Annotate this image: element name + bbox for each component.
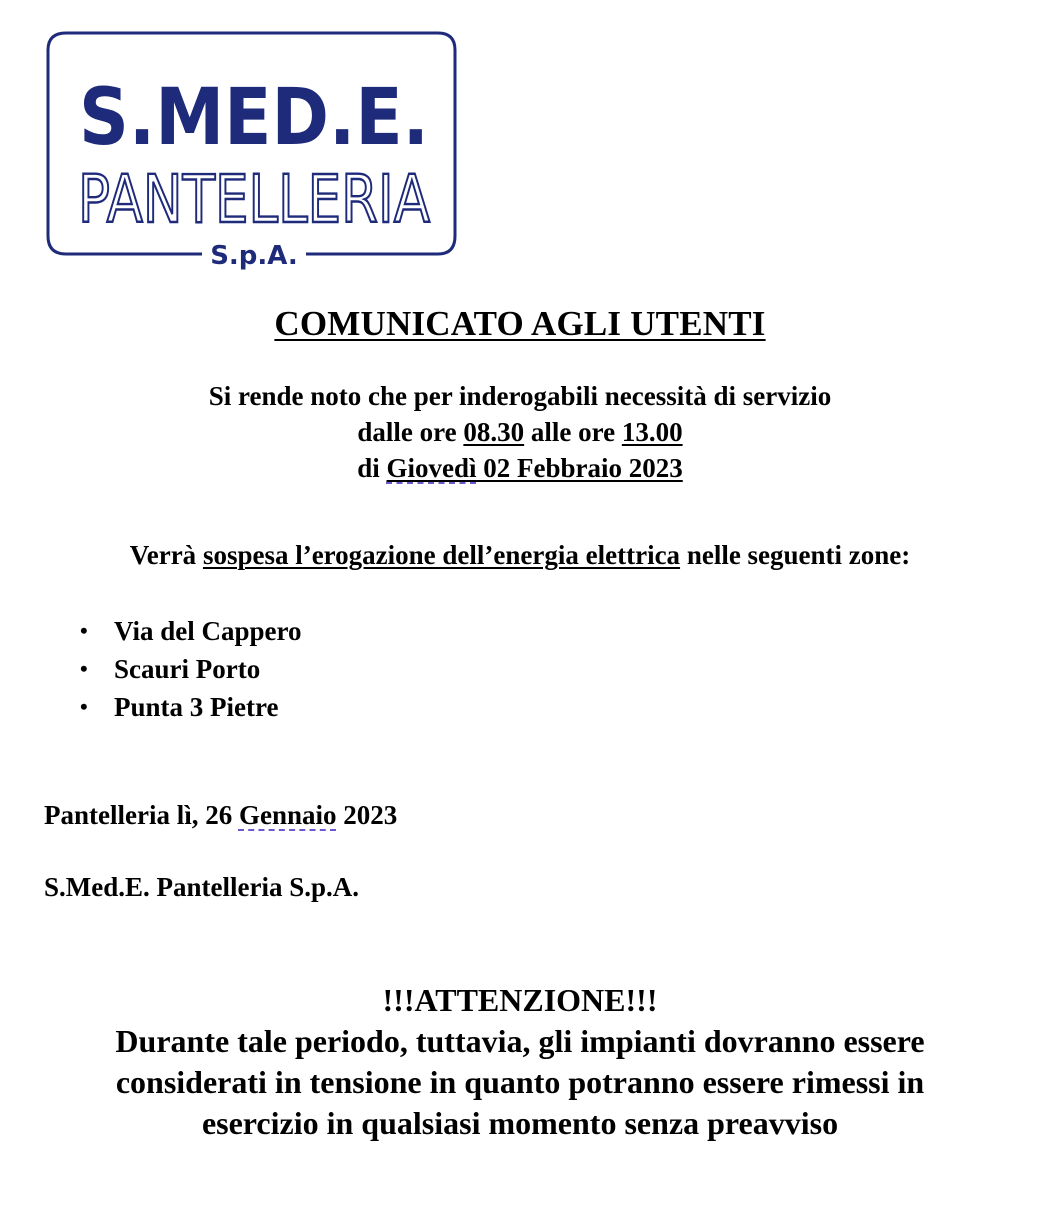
bullet-icon: •	[80, 618, 88, 643]
outage-notice	[0, 540, 1040, 571]
company-logo	[44, 30, 460, 276]
outage-day: Giovedì	[386, 453, 477, 483]
intro-line-1: Si rende noto che per inderogabili necessità di servizio	[208, 381, 832, 411]
intro-line-2	[0, 414, 1040, 450]
attention-line-1: Durante tale periodo, tuttavia, gli impianti dovranno essere	[115, 1023, 925, 1059]
bullet-icon: •	[80, 656, 88, 681]
date-month: Gennaio	[238, 800, 337, 830]
date-line	[44, 800, 397, 831]
list-item	[80, 650, 302, 688]
list-item	[80, 688, 302, 726]
date-prefix: Pantelleria lì, 26	[44, 800, 239, 830]
page-title	[0, 304, 1040, 344]
zone-name: Scauri Porto	[114, 654, 261, 684]
notice-prefix: Verrà	[129, 540, 203, 570]
bullet-icon: •	[80, 694, 88, 719]
attention-line-3: esercizio in qualsiasi momento senza preavviso	[201, 1105, 839, 1141]
intro-block	[0, 378, 1040, 486]
zone-name: Punta 3 Pietre	[114, 692, 279, 722]
logo-line1: S.MED.E.	[79, 73, 429, 163]
signature: S.Med.E. Pantelleria S.p.A.	[44, 872, 359, 902]
attention-line-2: considerati in tensione in quanto potranno essere rimessi in	[115, 1064, 925, 1100]
company-logo-graphic	[44, 30, 460, 276]
logo-line3: S.p.A.	[210, 241, 298, 271]
intro-line-3	[0, 450, 1040, 486]
list-item	[80, 612, 302, 650]
start-time: 08.30	[463, 417, 525, 447]
attention-block	[0, 980, 1040, 1144]
logo-line2: PANTELLERIA	[78, 161, 430, 238]
zone-list	[80, 612, 302, 726]
intro-date-prefix: di	[357, 453, 387, 483]
intro-time-prefix: dalle ore	[357, 417, 464, 447]
end-time: 13.00	[621, 417, 683, 447]
outage-date	[387, 453, 683, 483]
attention-heading: !!!ATTENZIONE!!!	[382, 982, 658, 1018]
date-year: 2023	[336, 800, 398, 830]
notice-highlight: sospesa l’erogazione dell’energia elettrica	[202, 540, 681, 570]
notice-suffix: nelle seguenti zone:	[680, 540, 911, 570]
outage-date-rest: 02 Febbraio 2023	[476, 453, 683, 483]
title-text: COMUNICATO AGLI UTENTI	[274, 304, 766, 343]
intro-time-mid: alle ore	[524, 417, 622, 447]
zone-name: Via del Cappero	[114, 616, 302, 646]
